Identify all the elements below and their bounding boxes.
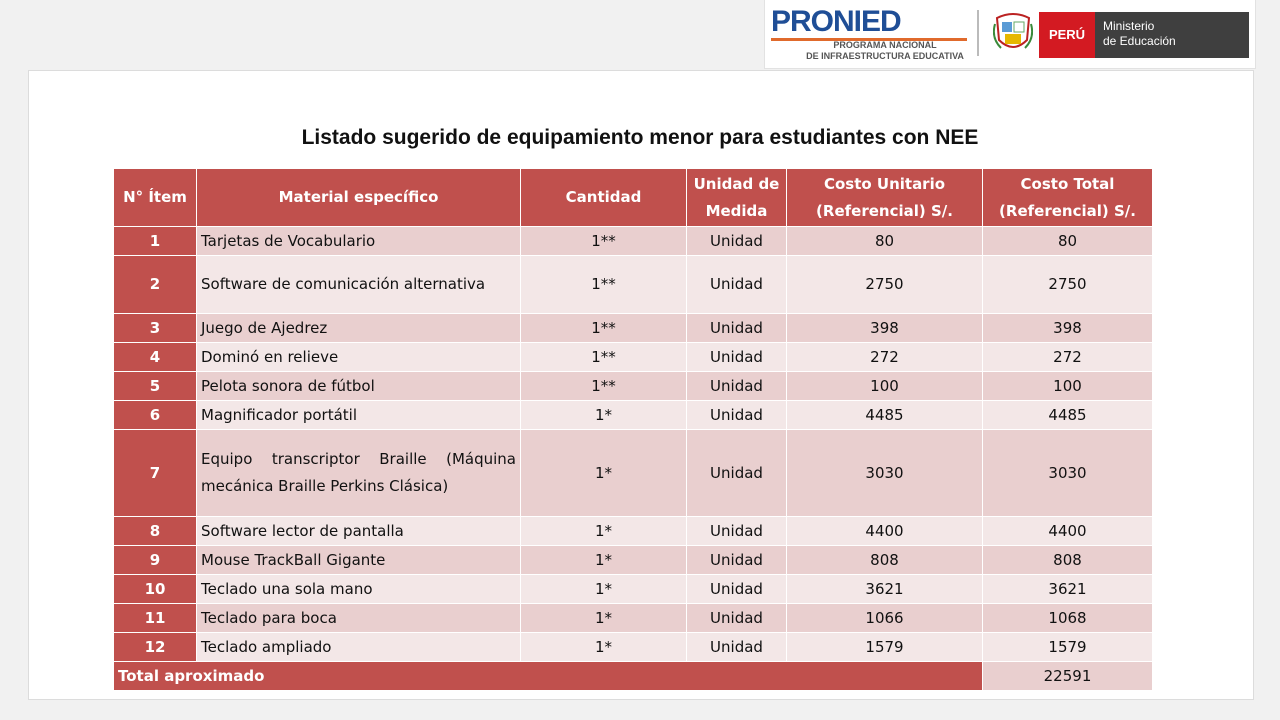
item-number: 10: [114, 575, 197, 604]
pronied-wordmark: PRONIED: [771, 5, 901, 38]
item-total-cost: 4400: [983, 517, 1153, 546]
item-total-cost: 1068: [983, 604, 1153, 633]
item-quantity: 1**: [521, 343, 687, 372]
item-number: 7: [114, 430, 197, 517]
item-unit-cost: 100: [787, 372, 983, 401]
table-row: [114, 372, 1153, 401]
item-number: 9: [114, 546, 197, 575]
item-total-cost: 2750: [983, 256, 1153, 314]
table-row: [114, 575, 1153, 604]
item-unit: Unidad: [687, 343, 787, 372]
item-total-cost: 398: [983, 314, 1153, 343]
item-quantity: 1*: [521, 633, 687, 662]
table-row: [114, 401, 1153, 430]
item-material: Juego de Ajedrez: [197, 314, 521, 343]
item-material: Teclado una sola mano: [197, 575, 521, 604]
equipment-table: [113, 168, 1153, 691]
item-unit: Unidad: [687, 633, 787, 662]
item-unit-cost: 2750: [787, 256, 983, 314]
item-unit: Unidad: [687, 604, 787, 633]
ministry-line1: Ministerio: [1103, 19, 1155, 33]
page-title: Listado sugerido de equipamiento menor para estudiantes con NEE: [301, 126, 979, 149]
item-unit-cost: 1579: [787, 633, 983, 662]
item-number: 3: [114, 314, 197, 343]
item-total-cost: 80: [983, 227, 1153, 256]
logo-banner: [764, 0, 1256, 69]
item-unit-cost: 1066: [787, 604, 983, 633]
table-row: [114, 227, 1153, 256]
item-material: Teclado ampliado: [197, 633, 521, 662]
item-number: 2: [114, 256, 197, 314]
item-material: Dominó en relieve: [197, 343, 521, 372]
item-quantity: 1**: [521, 227, 687, 256]
col-header-material: Material específico: [197, 169, 521, 227]
col-header-item: N° Ítem: [114, 169, 197, 227]
col-header-total-cost: Costo Total (Referencial) S/.: [983, 169, 1153, 227]
item-quantity: 1*: [521, 575, 687, 604]
item-quantity: 1*: [521, 517, 687, 546]
table-row: [114, 314, 1153, 343]
ministry-badge: [1039, 12, 1249, 58]
table-header-row: [114, 169, 1153, 227]
item-unit: Unidad: [687, 517, 787, 546]
item-total-cost: 808: [983, 546, 1153, 575]
col-header-unit-cost: Costo Unitario (Referencial) S/.: [787, 169, 983, 227]
item-number: 5: [114, 372, 197, 401]
item-quantity: 1*: [521, 401, 687, 430]
ministry-line2: de Educación: [1103, 34, 1176, 48]
item-unit-cost: 272: [787, 343, 983, 372]
item-material: Tarjetas de Vocabulario: [197, 227, 521, 256]
item-unit-cost: 4400: [787, 517, 983, 546]
item-quantity: 1*: [521, 430, 687, 517]
item-material: Teclado para boca: [197, 604, 521, 633]
item-material: Software lector de pantalla: [197, 517, 521, 546]
item-unit: Unidad: [687, 372, 787, 401]
item-quantity: 1*: [521, 546, 687, 575]
item-material: Mouse TrackBall Gigante: [197, 546, 521, 575]
item-number: 11: [114, 604, 197, 633]
item-quantity: 1**: [521, 256, 687, 314]
item-total-cost: 4485: [983, 401, 1153, 430]
total-row: [114, 662, 1153, 691]
item-unit-cost: 3621: [787, 575, 983, 604]
table-row: [114, 633, 1153, 662]
table-row: [114, 343, 1153, 372]
item-unit-cost: 3030: [787, 430, 983, 517]
item-unit-cost: 808: [787, 546, 983, 575]
pronied-subtitle: [785, 40, 985, 62]
item-number: 6: [114, 401, 197, 430]
item-total-cost: 1579: [983, 633, 1153, 662]
total-label: Total aproximado: [114, 662, 983, 691]
total-value: 22591: [983, 662, 1153, 691]
item-number: 12: [114, 633, 197, 662]
item-total-cost: 100: [983, 372, 1153, 401]
item-total-cost: 272: [983, 343, 1153, 372]
item-material: Software de comunicación alternativa: [197, 256, 521, 314]
pronied-logo: [771, 4, 971, 62]
item-unit-cost: 4485: [787, 401, 983, 430]
item-quantity: 1*: [521, 604, 687, 633]
item-unit: Unidad: [687, 575, 787, 604]
item-number: 1: [114, 227, 197, 256]
logo-divider: [977, 10, 979, 56]
item-quantity: 1**: [521, 372, 687, 401]
item-material: Equipo transcriptor Braille (Máquina mecánica Braille Perkins Clásica): [197, 430, 521, 517]
item-number: 4: [114, 343, 197, 372]
coat-of-arms-icon: [993, 10, 1033, 56]
item-unit-cost: 398: [787, 314, 983, 343]
item-unit: Unidad: [687, 401, 787, 430]
table-row: [114, 430, 1153, 517]
peru-label: PERÚ: [1039, 12, 1095, 58]
item-unit-cost: 80: [787, 227, 983, 256]
item-material: Magnificador portátil: [197, 401, 521, 430]
item-unit: Unidad: [687, 430, 787, 517]
item-quantity: 1**: [521, 314, 687, 343]
table-row: [114, 546, 1153, 575]
col-header-quantity: Cantidad: [521, 169, 687, 227]
pronied-subtitle-line2: DE INFRAESTRUCTURA EDUCATIVA: [806, 51, 964, 61]
col-header-unit: Unidad de Medida: [687, 169, 787, 227]
ministry-name: [1103, 19, 1176, 49]
table-row: [114, 517, 1153, 546]
item-number: 8: [114, 517, 197, 546]
item-unit: Unidad: [687, 314, 787, 343]
item-unit: Unidad: [687, 546, 787, 575]
pronied-subtitle-line1: PROGRAMA NACIONAL: [833, 40, 937, 50]
table-row: [114, 604, 1153, 633]
table-row: [114, 256, 1153, 314]
item-material: Pelota sonora de fútbol: [197, 372, 521, 401]
item-total-cost: 3030: [983, 430, 1153, 517]
item-unit: Unidad: [687, 256, 787, 314]
item-total-cost: 3621: [983, 575, 1153, 604]
item-unit: Unidad: [687, 227, 787, 256]
